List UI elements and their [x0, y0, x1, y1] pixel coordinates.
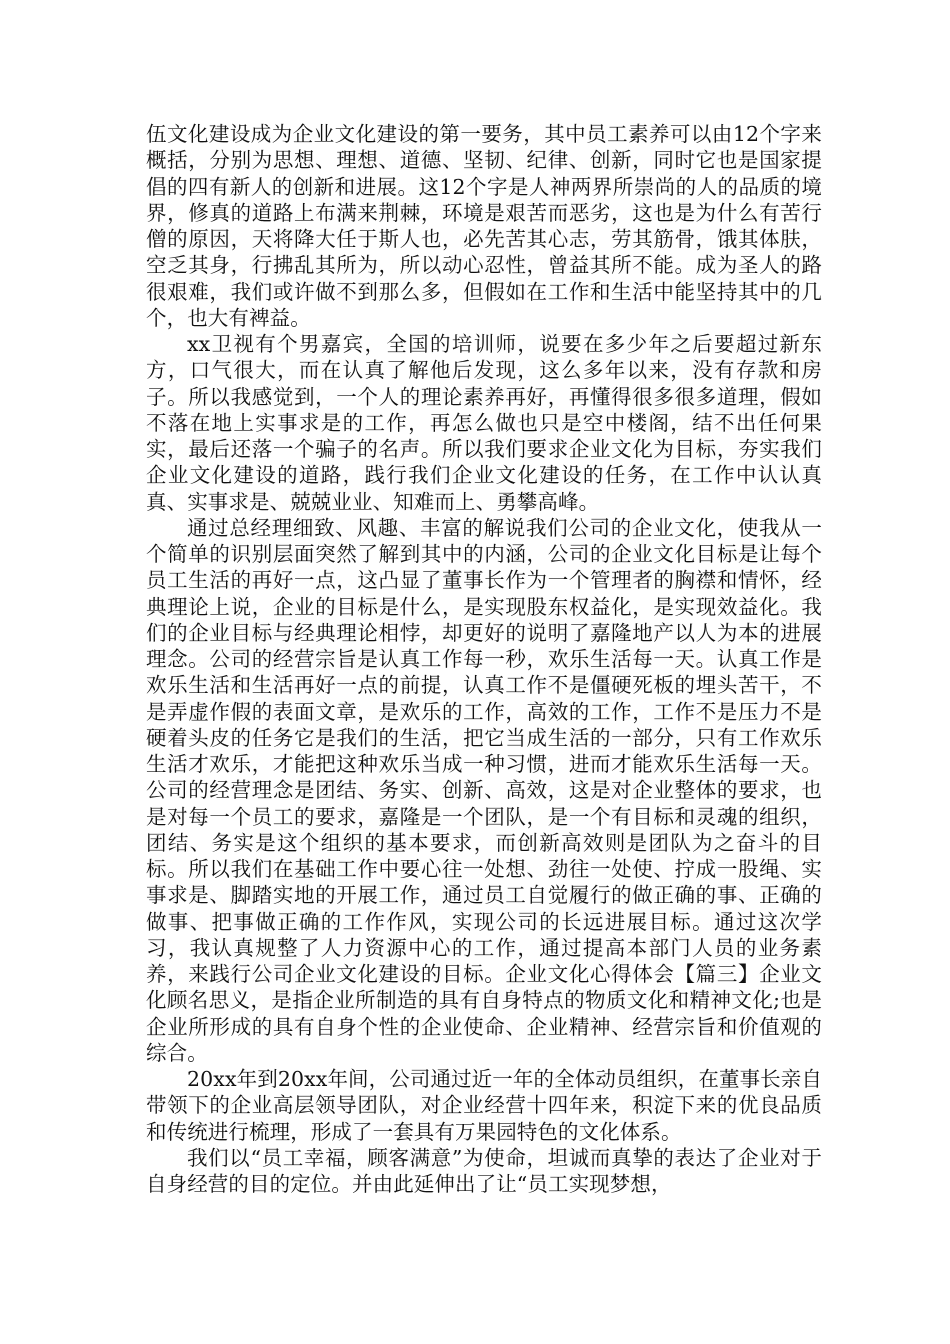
paragraph-2: xx卫视有个男嘉宾，全国的培训师，说要在多少年之后要超过新东方，口气很大，而在认真了解他后发现，这么多年以来，没有存款和房子。所以我感觉到，一个人的理论素养再好，再懂得很多很多道理，假如不落在地上实事求是的工作，再怎么做也只是空中楼阁，结不出任何果实，最后还落一个骗子的名声。所以我们要求企业文化为目标，夯实我们企业文化建设的道路，践行我们企业文化建设的任务，在工作中认认真真、实事求是、兢兢业业、知难而上、勇攀高峰。 — [146, 332, 822, 514]
paragraph-5: 我们以“员工幸福，顾客满意”为使命，坦诚而真挚的表达了企业对于自身经营的目的定位。并由此延伸出了让“员工实现梦想， — [146, 1145, 822, 1196]
document-body — [146, 121, 822, 1197]
paragraph-3: 通过总经理细致、风趣、丰富的解说我们公司的企业文化，使我从一个简单的识别层面突然了解到其中的内涵，公司的企业文化目标是让每个员工生活的再好一点，这凸显了董事长作为一个管理者的胸襟和情怀，经典理论上说，企业的目标是什么，是实现股东权益化，是实现效益化。我们的企业目标与经典理论相悖，却更好的说明了嘉隆地产以人为本的进展理念。公司的经营宗旨是认真工作每一秒，欢乐生活每一天。认真工作是欢乐生活和生活再好一点的前提，认真工作不是僵硬死板的埋头苦干，不是弄虚作假的表面文章，是欢乐的工作，高效的工作，工作不是压力不是硬着头皮的任务它是我们的生活，把它当成生活的一部分，只有工作欢乐生活才欢乐，才能把这种欢乐当成一种习惯，进而才能欢乐生活每一天。公司的经营理念是团结、务实、创新、高效，这是对企业整体的要求，也是对每一个员工的要求，嘉隆是一个团队，是一个有目标和灵魂的组织，团结、务实是这个组织的基本要求，而创新高效则是团队为之奋斗的目标。所以我们在基础工作中要心往一处想、劲往一处使、拧成一股绳、实事求是、脚踏实地的开展工作，通过员工自觉履行的做正确的事、正确的做事、把事做正确的工作作风，实现公司的长远进展目标。通过这次学习，我认真规整了人力资源中心的工作，通过提高本部门人员的业务素养，来践行公司企业文化建设的目标。企业文化心得体会【篇三】企业文化顾名思义，是指企业所制造的具有自身特点的物质文化和精神文化;也是企业所形成的具有自身个性的企业使命、企业精神、经营宗旨和价值观的综合。 — [146, 515, 822, 1065]
paragraph-1: 伍文化建设成为企业文化建设的第一要务，其中员工素养可以由12个字来概括，分别为思想、理想、道德、坚韧、纪律、创新，同时它也是国家提倡的四有新人的创新和进展。这12个字是人神两界所崇尚的人的品质的境界，修真的道路上布满来荆棘，环境是艰苦而恶劣，这也是为什么有苦行僧的原因，天将降大任于斯人也，必先苦其心志，劳其筋骨，饿其体肤，空乏其身，行拂乱其所为，所以动心忍性，曾益其所不能。成为圣人的路很艰难，我们或许做不到那么多，但假如在工作和生活中能坚持其中的几个，也大有裨益。 — [146, 122, 822, 330]
paragraph-4: 20xx年到20xx年间，公司通过近一年的全体动员组织，在董事长亲自带领下的企业高层领导团队，对企业经营十四年来，积淀下来的优良品质和传统进行梳理，形成了一套具有万果园特色的文化体系。 — [146, 1067, 822, 1144]
